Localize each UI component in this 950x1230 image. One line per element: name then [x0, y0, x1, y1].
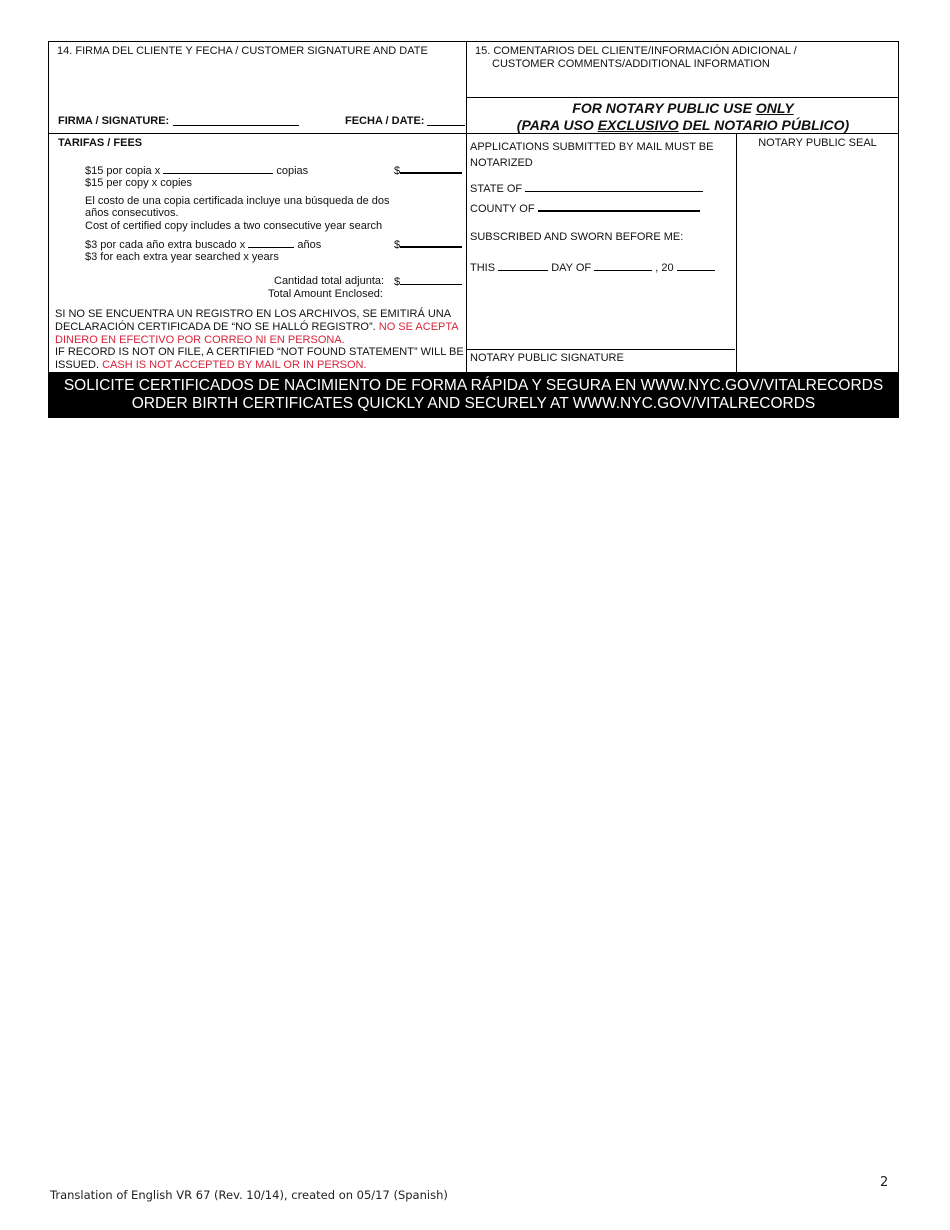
total-en: Total Amount Enclosed: — [268, 288, 383, 300]
cost-es-line2: años consecutivos. — [85, 207, 179, 219]
county-field[interactable] — [538, 202, 700, 212]
copy-amount-field[interactable] — [400, 164, 462, 174]
fee-copy-en: $15 per copy x copies — [85, 177, 193, 189]
not-found-es: SI NO SE ENCUENTRA UN REGISTRO EN LOS ARCHIVOS, SE EMITIRÁ UNA DECLARACIÓN CERTIFICADA DE “NO SE HALLÓ REGISTRO”. NO SE ACEPTA DINERO EN EFECTIVO POR CORREO NI EN PERSONA. — [55, 308, 459, 346]
sworn-label: SUBSCRIBED AND SWORN BEFORE ME: — [470, 231, 684, 243]
extra-amount-field[interactable] — [400, 238, 462, 248]
month-field[interactable] — [594, 261, 652, 271]
year-field[interactable] — [677, 261, 715, 271]
state-field[interactable] — [525, 182, 703, 192]
section15-title-line1: 15. COMENTARIOS DEL CLIENTE/INFORMACIÓN ADICIONAL / — [475, 45, 797, 57]
order-banner — [49, 372, 898, 418]
cost-en: Cost of certified copy includes a two consecutive year search — [85, 220, 383, 232]
fee-extra-es: $3 por cada año extra buscado x años — [85, 239, 322, 251]
total-es: Cantidad total adjunta: — [274, 275, 385, 287]
seal-divider — [736, 134, 737, 372]
notary-header: FOR NOTARY PUBLIC USE ONLY (PARA USO EXCLUSIVO DEL NOTARIO PÚBLICO) — [516, 100, 850, 133]
notary-signature-label: NOTARY PUBLIC SIGNATURE — [470, 352, 624, 364]
section15-title-line2: CUSTOMER COMMENTS/ADDITIONAL INFORMATION — [492, 58, 770, 70]
fees-title: TARIFAS / FEES — [58, 137, 143, 149]
fee-extra-en: $3 for each extra year searched x years — [85, 251, 279, 263]
date-label: FECHA / DATE: — [345, 115, 425, 127]
copies-count-field[interactable] — [163, 164, 273, 174]
section14-title: 14. FIRMA DEL CLIENTE Y FECHA / CUSTOMER SIGNATURE AND DATE — [57, 45, 428, 57]
banner-line-en: ORDER BIRTH CERTIFICATES QUICKLY AND SECURELY AT WWW.NYC.GOV/VITALRECORDS — [131, 395, 816, 412]
copy-amount: $ — [394, 164, 462, 178]
state-row: STATE OF — [470, 182, 703, 196]
vital-records-form — [48, 41, 899, 418]
total-amount: $ — [394, 275, 462, 289]
page-number: 2 — [880, 1175, 889, 1190]
extra-years-field[interactable] — [248, 238, 294, 248]
signature-label: FIRMA / SIGNATURE: — [58, 115, 170, 127]
banner-line-es: SOLICITE CERTIFICADOS DE NACIMIENTO DE FORMA RÁPIDA Y SEGURA EN WWW.NYC.GOV/VITALRECORDS — [63, 377, 884, 394]
not-found-en: IF RECORD IS NOT ON FILE, A CERTIFIED “NOT FOUND STATEMENT” WILL BE ISSUED. CASH IS NOT ACCEPTED BY MAIL OR IN PERSON. — [55, 346, 464, 371]
fee-copy-es: $15 por copia x copias — [85, 165, 309, 177]
date-row: THIS DAY OF , 20 — [470, 261, 715, 275]
comments-field[interactable] — [467, 72, 898, 96]
cost-es-line1: El costo de una copia certificada incluye una búsqueda de dos — [85, 195, 390, 207]
signature-field[interactable] — [173, 112, 299, 126]
county-row: COUNTY OF — [470, 202, 700, 216]
mail-notice: APPLICATIONS SUBMITTED BY MAIL MUST BE NOTARIZED — [470, 141, 714, 169]
total-amount-field[interactable] — [400, 275, 462, 285]
footer-note: Translation of English VR 67 (Rev. 10/14), created on 05/17 (Spanish) — [50, 1188, 448, 1202]
date-field[interactable] — [427, 112, 465, 126]
comments-divider — [466, 97, 899, 98]
notary-seal-label: NOTARY PUBLIC SEAL — [758, 137, 877, 149]
extra-amount: $ — [394, 238, 462, 252]
day-field[interactable] — [498, 261, 548, 271]
notary-signature-line[interactable] — [467, 349, 735, 350]
